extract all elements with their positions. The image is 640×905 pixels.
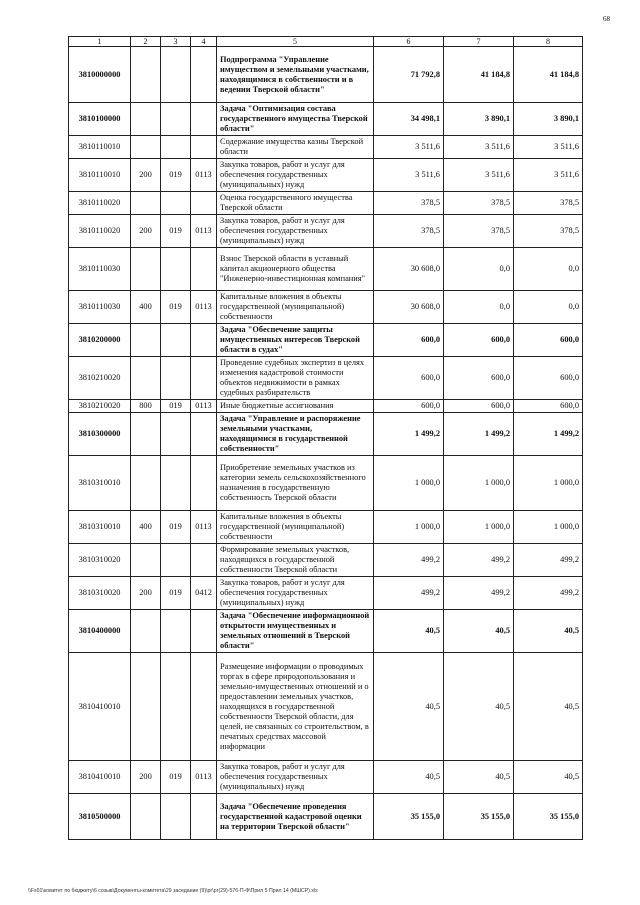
- amount-cell: 3 511,6: [514, 159, 583, 192]
- name-cell: Капитальные вложения в объекты государственной (муниципальной) собственности: [217, 511, 374, 544]
- amount-cell: 600,0: [514, 400, 583, 413]
- name-cell: Оценка государственного имущества Тверской области: [217, 192, 374, 215]
- amount-cell: 499,2: [444, 577, 514, 610]
- table-row: [69, 544, 583, 577]
- vr-cell: [131, 248, 161, 291]
- amount-cell: 40,5: [444, 761, 514, 794]
- name-cell: Задача "Оптимизация состава государственного имущества Тверской области": [217, 103, 374, 136]
- page-number: 68: [603, 15, 610, 23]
- table-row: [69, 192, 583, 215]
- gr-cell: 019: [161, 215, 191, 248]
- vr-cell: [131, 544, 161, 577]
- vr-cell: [131, 413, 161, 456]
- amount-cell: 0,0: [514, 291, 583, 324]
- table-row: [69, 357, 583, 400]
- amount-cell: 600,0: [444, 400, 514, 413]
- code-cell: 3810110010: [69, 159, 131, 192]
- rz-cell: [191, 192, 217, 215]
- amount-cell: 600,0: [444, 324, 514, 357]
- gr-cell: [161, 357, 191, 400]
- amount-cell: 378,5: [514, 192, 583, 215]
- vr-cell: 200: [131, 577, 161, 610]
- amount-cell: 3 511,6: [514, 136, 583, 159]
- table-row: [69, 159, 583, 192]
- table-header-row: [69, 37, 583, 47]
- table-row: [69, 47, 583, 103]
- amount-cell: 600,0: [374, 400, 444, 413]
- gr-cell: [161, 136, 191, 159]
- table-row: [69, 400, 583, 413]
- rz-cell: 0113: [191, 511, 217, 544]
- amount-cell: 1 000,0: [444, 511, 514, 544]
- amount-cell: 41 184,8: [514, 47, 583, 103]
- rz-cell: [191, 653, 217, 761]
- gr-cell: [161, 610, 191, 653]
- name-cell: Задача "Управление и распоряжение земельными участками, находящимися в государственной собственности": [217, 413, 374, 456]
- vr-cell: [131, 47, 161, 103]
- header-cell: 2: [131, 37, 161, 47]
- amount-cell: 3 890,1: [444, 103, 514, 136]
- amount-cell: 1 499,2: [514, 413, 583, 456]
- name-cell: Закупка товаров, работ и услуг для обеспечения государственных (муниципальных) нужд: [217, 577, 374, 610]
- table-row: [69, 610, 583, 653]
- table-row: [69, 248, 583, 291]
- amount-cell: 3 511,6: [444, 136, 514, 159]
- gr-cell: 019: [161, 159, 191, 192]
- rz-cell: [191, 357, 217, 400]
- name-cell: Закупка товаров, работ и услуг для обеспечения государственных (муниципальных) нужд: [217, 215, 374, 248]
- header-cell: 1: [69, 37, 131, 47]
- gr-cell: [161, 324, 191, 357]
- name-cell: Взнос Тверской области в уставный капитал акционерного общества "Инженерно-инвестиционная компания": [217, 248, 374, 291]
- gr-cell: 019: [161, 291, 191, 324]
- table-row: [69, 103, 583, 136]
- gr-cell: [161, 103, 191, 136]
- amount-cell: 40,5: [374, 610, 444, 653]
- code-cell: 3810000000: [69, 47, 131, 103]
- amount-cell: 40,5: [374, 761, 444, 794]
- amount-cell: 3 511,6: [374, 159, 444, 192]
- rz-cell: [191, 544, 217, 577]
- code-cell: 3810210020: [69, 400, 131, 413]
- amount-cell: 1 000,0: [514, 511, 583, 544]
- code-cell: 3810300000: [69, 413, 131, 456]
- amount-cell: 3 511,6: [374, 136, 444, 159]
- amount-cell: 40,5: [514, 610, 583, 653]
- name-cell: Задача "Обеспечение защиты имущественных интересов Тверской области в судах": [217, 324, 374, 357]
- code-cell: 3810110030: [69, 291, 131, 324]
- table-row: [69, 456, 583, 511]
- amount-cell: 40,5: [444, 653, 514, 761]
- vr-cell: [131, 192, 161, 215]
- rz-cell: [191, 413, 217, 456]
- name-cell: Размещение информации о проводимых торгах в сфере природопользования и земельно-имущественных отношений и о предоставлении земельных участков, находящихся в государственной собственности Тверской области, для целей, не связанных со строительством, в печатных средствах массовой информации: [217, 653, 374, 761]
- amount-cell: 71 792,8: [374, 47, 444, 103]
- amount-cell: 30 608,0: [374, 291, 444, 324]
- amount-cell: 378,5: [514, 215, 583, 248]
- code-cell: 3810500000: [69, 794, 131, 840]
- amount-cell: 1 499,2: [374, 413, 444, 456]
- code-cell: 3810210020: [69, 357, 131, 400]
- gr-cell: [161, 248, 191, 291]
- code-cell: 3810110010: [69, 136, 131, 159]
- amount-cell: 499,2: [514, 544, 583, 577]
- vr-cell: 400: [131, 511, 161, 544]
- amount-cell: 600,0: [374, 324, 444, 357]
- vr-cell: 200: [131, 761, 161, 794]
- gr-cell: [161, 192, 191, 215]
- code-cell: 3810310020: [69, 577, 131, 610]
- vr-cell: [131, 324, 161, 357]
- amount-cell: 0,0: [514, 248, 583, 291]
- rz-cell: 0412: [191, 577, 217, 610]
- vr-cell: [131, 794, 161, 840]
- vr-cell: 200: [131, 215, 161, 248]
- gr-cell: 019: [161, 761, 191, 794]
- code-cell: 3810100000: [69, 103, 131, 136]
- amount-cell: 35 155,0: [374, 794, 444, 840]
- code-cell: 3810410010: [69, 653, 131, 761]
- amount-cell: 40,5: [444, 610, 514, 653]
- rz-cell: [191, 103, 217, 136]
- amount-cell: 378,5: [444, 215, 514, 248]
- amount-cell: 34 498,1: [374, 103, 444, 136]
- amount-cell: 1 000,0: [444, 456, 514, 511]
- header-cell: 4: [191, 37, 217, 47]
- table-row: [69, 413, 583, 456]
- table-row: [69, 511, 583, 544]
- name-cell: Приобретение земельных участков из категории земель сельскохозяйственного назначения в государственную собственность Тверской области: [217, 456, 374, 511]
- rz-cell: [191, 794, 217, 840]
- vr-cell: [131, 653, 161, 761]
- vr-cell: 800: [131, 400, 161, 413]
- table-row: [69, 215, 583, 248]
- rz-cell: 0113: [191, 159, 217, 192]
- code-cell: 3810110030: [69, 248, 131, 291]
- gr-cell: [161, 456, 191, 511]
- amount-cell: 35 155,0: [444, 794, 514, 840]
- rz-cell: 0113: [191, 215, 217, 248]
- rz-cell: [191, 136, 217, 159]
- name-cell: Проведение судебных экспертиз в целях изменения кадастровой стоимости объектов недвижимости в рамках судебных разбирательств: [217, 357, 374, 400]
- code-cell: 3810400000: [69, 610, 131, 653]
- rz-cell: 0113: [191, 761, 217, 794]
- rz-cell: [191, 47, 217, 103]
- name-cell: Формирование земельных участков, находящихся в государственной собственности Тверской области: [217, 544, 374, 577]
- gr-cell: 019: [161, 400, 191, 413]
- amount-cell: 0,0: [444, 291, 514, 324]
- vr-cell: [131, 456, 161, 511]
- code-cell: 3810200000: [69, 324, 131, 357]
- header-cell: 6: [374, 37, 444, 47]
- rz-cell: [191, 324, 217, 357]
- name-cell: Иные бюджетные ассигнования: [217, 400, 374, 413]
- gr-cell: 019: [161, 577, 191, 610]
- gr-cell: [161, 413, 191, 456]
- table-row: [69, 794, 583, 840]
- amount-cell: 378,5: [374, 215, 444, 248]
- code-cell: 3810410010: [69, 761, 131, 794]
- rz-cell: 0113: [191, 291, 217, 324]
- rz-cell: [191, 456, 217, 511]
- amount-cell: 0,0: [444, 248, 514, 291]
- header-cell: 8: [514, 37, 583, 47]
- amount-cell: 499,2: [374, 544, 444, 577]
- name-cell: Задача "Обеспечение информационной открытости имущественных и земельных отношений в Тверской области": [217, 610, 374, 653]
- file-path-footer: \\Fs01\комитет по бюджету\6 созыв\Документы-комитета\29 заседание (9)\рг\рг(29)-576-П-Ф\Прил 5 Прил 14 (МШСР).xls: [28, 888, 318, 894]
- amount-cell: 499,2: [374, 577, 444, 610]
- amount-cell: 1 499,2: [444, 413, 514, 456]
- code-cell: 3810310010: [69, 511, 131, 544]
- gr-cell: [161, 653, 191, 761]
- rz-cell: 0113: [191, 400, 217, 413]
- rz-cell: [191, 248, 217, 291]
- table-row: [69, 291, 583, 324]
- gr-cell: [161, 794, 191, 840]
- amount-cell: 600,0: [444, 357, 514, 400]
- gr-cell: [161, 544, 191, 577]
- name-cell: Закупка товаров, работ и услуг для обеспечения государственных (муниципальных) нужд: [217, 159, 374, 192]
- amount-cell: 40,5: [514, 653, 583, 761]
- table-row: [69, 136, 583, 159]
- amount-cell: 1 000,0: [514, 456, 583, 511]
- vr-cell: 400: [131, 291, 161, 324]
- amount-cell: 1 000,0: [374, 456, 444, 511]
- rz-cell: [191, 610, 217, 653]
- header-cell: 7: [444, 37, 514, 47]
- amount-cell: 3 890,1: [514, 103, 583, 136]
- name-cell: Подпрограмма "Управление имуществом и земельными участками, находящимися в собственности и в ведении Тверской области": [217, 47, 374, 103]
- vr-cell: 200: [131, 159, 161, 192]
- name-cell: Закупка товаров, работ и услуг для обеспечения государственных (муниципальных) нужд: [217, 761, 374, 794]
- amount-cell: 3 511,6: [444, 159, 514, 192]
- amount-cell: 40,5: [514, 761, 583, 794]
- table-row: [69, 653, 583, 761]
- amount-cell: 35 155,0: [514, 794, 583, 840]
- header-cell: 3: [161, 37, 191, 47]
- amount-cell: 30 608,0: [374, 248, 444, 291]
- vr-cell: [131, 103, 161, 136]
- amount-cell: 600,0: [514, 324, 583, 357]
- amount-cell: 499,2: [514, 577, 583, 610]
- name-cell: Содержание имущества казны Тверской области: [217, 136, 374, 159]
- code-cell: 3810310020: [69, 544, 131, 577]
- amount-cell: 499,2: [444, 544, 514, 577]
- code-cell: 3810110020: [69, 215, 131, 248]
- amount-cell: 40,5: [374, 653, 444, 761]
- name-cell: Задача "Обеспечение проведения государственной кадастровой оценки на территории Тверской области": [217, 794, 374, 840]
- amount-cell: 600,0: [374, 357, 444, 400]
- amount-cell: 378,5: [374, 192, 444, 215]
- header-cell: 5: [217, 37, 374, 47]
- budget-table: [68, 36, 583, 840]
- table-row: [69, 761, 583, 794]
- code-cell: 3810110020: [69, 192, 131, 215]
- amount-cell: 600,0: [514, 357, 583, 400]
- gr-cell: [161, 47, 191, 103]
- amount-cell: 378,5: [444, 192, 514, 215]
- vr-cell: [131, 357, 161, 400]
- table-row: [69, 324, 583, 357]
- amount-cell: 41 184,8: [444, 47, 514, 103]
- name-cell: Капитальные вложения в объекты государственной (муниципальной) собственности: [217, 291, 374, 324]
- table-row: [69, 577, 583, 610]
- vr-cell: [131, 610, 161, 653]
- code-cell: 3810310010: [69, 456, 131, 511]
- amount-cell: 1 000,0: [374, 511, 444, 544]
- vr-cell: [131, 136, 161, 159]
- gr-cell: 019: [161, 511, 191, 544]
